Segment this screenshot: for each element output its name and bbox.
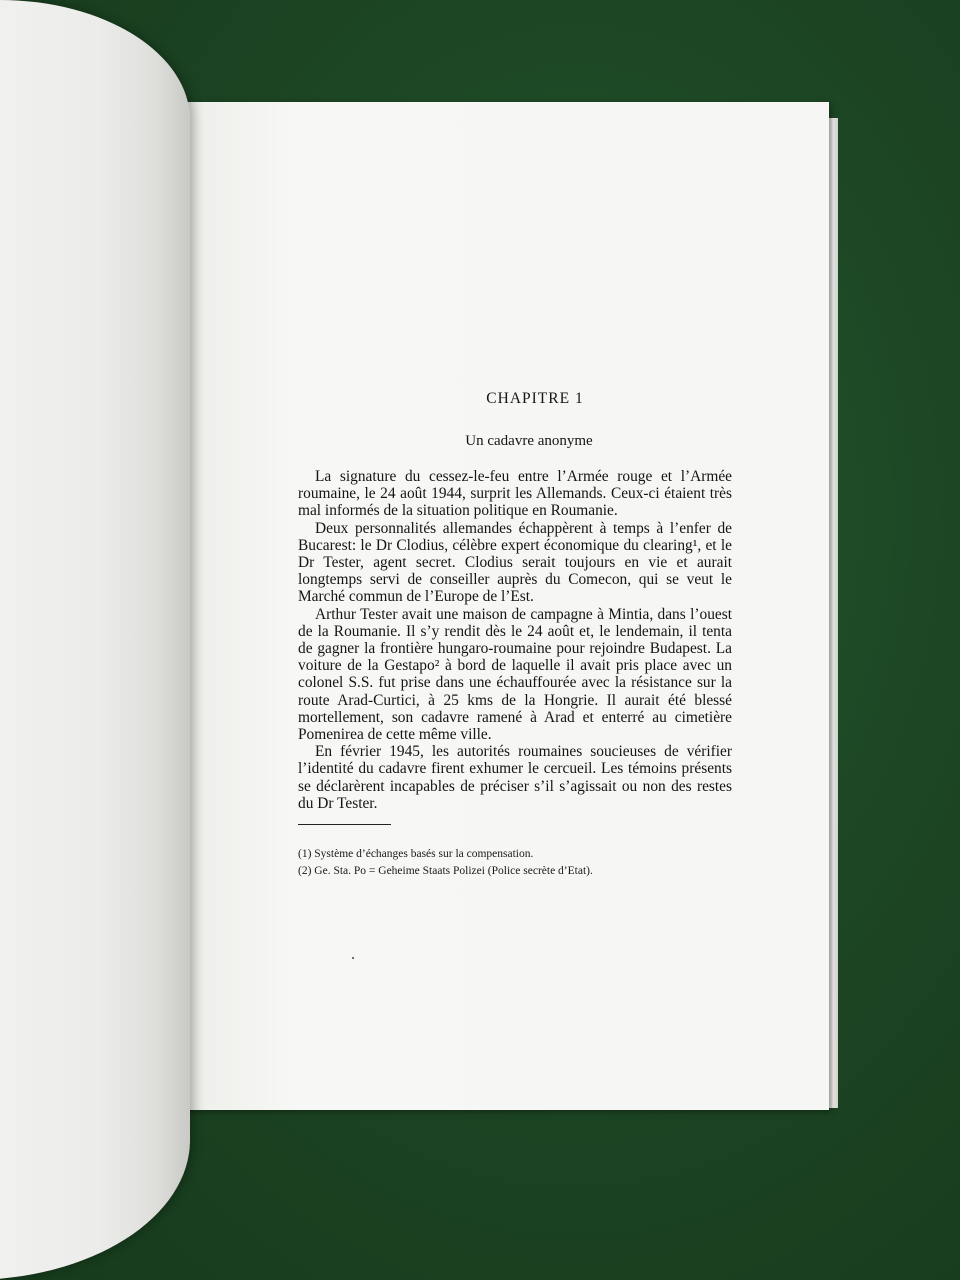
curled-left-page (0, 0, 190, 1280)
footnote: (1) Système d’échanges basés sur la compensation. (298, 848, 534, 861)
footnote-divider (298, 824, 391, 825)
paragraph: En février 1945, les autorités roumaines soucieuses de vérifier l’identité du cadavre firent exhumer le cercueil. Les témoins présents se déclarèrent incapables de préciser s’il s’agissait ou non des restes du Dr Tester. (298, 743, 732, 812)
paragraph: Arthur Tester avait une maison de campagne à Mintia, dans l’ouest de la Roumanie. Il s’y rendit dès le 24 août et, le lendemain, il tenta de gagner la frontière hungaro-roumaine pour rejoindre Budapest. La voiture de la Gestapo² à bord de laquelle il avait pris place avec un colonel S.S. fut prise dans une échauffourée avec la résistance sur la route Arad-Curtici, à 25 kms de la Hongrie. Il aurait été blessé mortellement, son cadavre ramené à Arad et enterré au cimetière Pomenirea de cette même ville. (298, 605, 732, 744)
paragraph: Deux personnalités allemandes échappèrent à temps à l’enfer de Bucarest: le Dr Clodius, célèbre expert économique du clearing¹, et le Dr Tester, agent secret. Clodius serait toujours en vie et aurait longtemps servi de conseiller auprès du Comecon, qui se veut le Marché commun de l’Europe de l’Est. (298, 519, 732, 606)
ink-speck (352, 957, 354, 959)
body-text (298, 468, 732, 812)
chapter-title: Un cadavre anonyme (465, 433, 593, 449)
paragraph: La signature du cessez-le-feu entre l’Armée rouge et l’Armée roumaine, le 24 août 1944, surprit les Allemands. Ceux-ci étaient très mal informés de la situation politique en Roumanie. (298, 468, 732, 520)
chapter-heading: CHAPITRE 1 (486, 390, 584, 407)
footnote: (2) Ge. Sta. Po = Geheime Staats Polizei (Police secrète d’Etat). (298, 865, 593, 878)
footnotes (298, 847, 732, 878)
page-content (298, 390, 732, 881)
